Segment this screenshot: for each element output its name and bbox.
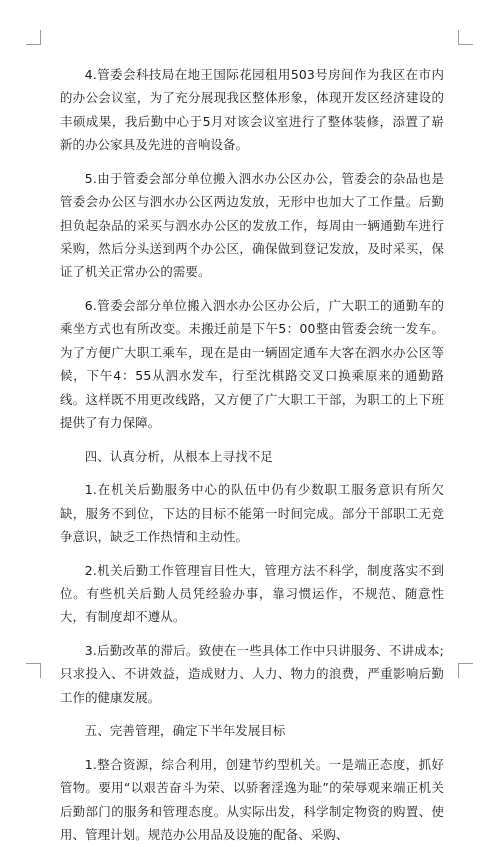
crop-mark-bottom-right — [458, 663, 473, 678]
paragraph-service-awareness: 1.在机关后勤服务中心的队伍中仍有少数职工服务意识有所欠缺，服务不到位，下达的目标不能第一时间完成。部分干部职工无竞争意识，缺乏工作热情和主动性。 — [60, 482, 444, 545]
paragraph-management-method: 2.机关后勤工作管理盲目性大，管理方法不科学，制度落实不到位。有些机关后勤人员凭经验办事，靠习惯运作，不规范、随意性大，有制度却不遵从。 — [60, 562, 444, 625]
paragraph-meeting-room-renovation: 4.管委会科技局在地王国际花园租用503号房间作为我区在市内的办公会议室，为了充分展现我区整体形象，体现开发区经济建设的丰硕成果，我后勤中心于5月对该会议室进行了整体装修，添置了崭新的办公家具及先进的音响设备。 — [60, 67, 444, 153]
section-heading-analysis: 四、认真分析，从根本上寻找不足 — [84, 448, 273, 464]
crop-mark-top-right — [458, 30, 473, 45]
paragraph-commuter-bus: 6.管委会部分单位搬入泗水办公区办公后，广大职工的通勤车的乘坐方式也有所改变。未搬迁前是下午5：00整由管委会统一发车。为了方便广大职工乘车，现在是由一辆固定通车大客在泗水办公区等候，下午4：55从泗水发车，行至沈棋路交叉口换乘原来的通勤路线。这样既不用更改线路，又方便了广大职工干部，为职工的上下班提供了有力保障。 — [60, 298, 444, 431]
section-heading-goals: 五、完善管理，确定下半年发展目标 — [84, 723, 286, 739]
paragraph-sundries-distribution: 5.由于管委会部分单位搬入泗水办公区办公，管委会的杂品也是管委会办公区与泗水办公区两边发放，无形中也加大了工作量。后勤担负起杂品的采买与泗水办公区的发放工作，每周由一辆通勤车进行采购，然后分头送到两个办公区，确保做到登记发放，及时采买，保证了机关正常办公的需要。 — [60, 170, 444, 280]
crop-mark-bottom-left — [26, 663, 41, 678]
paragraph-resource-integration: 1.整合资源，综合利用，创建节约型机关。一是端正态度，抓好管物。要用“以艰苦奋斗为荣、以骄奢淫逸为耻”的荣辱观来端正机关后勤部门的服务和管理态度。从实际出发，科学制定物资的购置、使用、管理计划。规范办公用品及设施的配备、采购、 — [60, 757, 444, 843]
document-body — [60, 63, 444, 847]
paragraph-reform-lag: 3.后勤改革的滞后。致使在一些具体工作中只讲服务、不讲成本;只求投入、不讲效益，造成财力、人力、物力的浪费，严重影响后勤工作的健康发展。 — [60, 643, 444, 705]
crop-mark-top-left — [26, 30, 41, 45]
